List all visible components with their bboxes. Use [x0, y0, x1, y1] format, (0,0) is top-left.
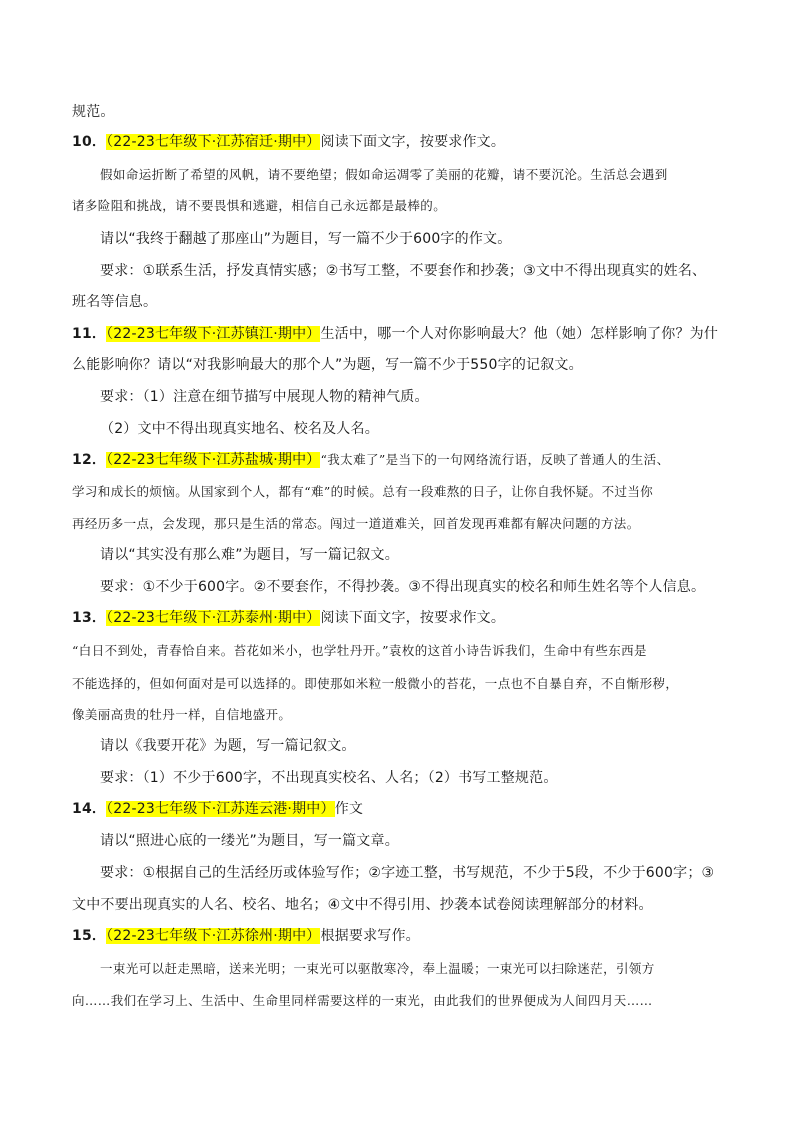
material-line: 再经历多一点，会发现，那只是生活的常态。闯过一道道难关，回首发现再难都有解决问题的方法。 — [72, 516, 640, 531]
question-15-heading — [72, 925, 420, 947]
source-tag-highlight: （22-23七年级下·江苏连云港·期中） — [106, 801, 335, 817]
material-line: “白日不到处，青春恰自来。苔花如米小，也学牡丹开。”袁枚的这首小诗告诉我们，生命中有些东西是 — [72, 643, 647, 658]
question-11-heading — [72, 323, 718, 345]
question-lead: 生活中，哪一个人对你影响最大？他（她）怎样影响了你？为什 — [320, 326, 719, 342]
requirement-line: 要求：（1）不少于600字，不出现真实校名、人名；（2）书写工整规范。 — [100, 770, 558, 786]
requirement-line: （2）文中不得出现真实地名、校名及人名。 — [100, 421, 379, 437]
requirement-line: 要求：（1）注意在细节描写中展现人物的精神气质。 — [100, 389, 429, 405]
question-number: 15． — [72, 928, 107, 944]
requirement-line: 要求：①不少于600字。②不要套作，不得抄袭。③不得出现真实的校名和师生姓名等个人信息。 — [100, 579, 706, 595]
material-line: 学习和成长的烦恼。从国家到个人，都有“难”的时候。总有一段难熬的日子，让你自我怀疑。不过当你 — [72, 484, 654, 499]
question-14-heading — [72, 798, 363, 820]
question-number: 13． — [72, 610, 107, 626]
material-line: 诸多险阻和挑战，请不要畏惧和逃避，相信自己永远都是最棒的。 — [72, 198, 447, 213]
material-line: 不能选择的，但如何面对是可以选择的。即使那如米粒一般微小的苔花，一点也不自暴自弃，不自惭形秽， — [72, 676, 679, 691]
prompt-line: 请以“我终于翻越了那座山”为题目，写一篇不少于600字的作文。 — [100, 231, 512, 247]
source-tag-highlight: （22-23七年级下·江苏徐州·期中） — [106, 928, 321, 944]
material-line: 像美丽高贵的牡丹一样，自信地盛开。 — [72, 707, 292, 722]
question-lead-continued: 么能影响你？请以“对我影响最大的那个人”为题，写一篇不少于550字的记叙文。 — [72, 357, 583, 373]
source-tag-highlight: （22-23七年级下·江苏镇江·期中） — [106, 326, 321, 342]
source-tag-highlight: （22-23七年级下·江苏泰州·期中） — [106, 610, 321, 626]
question-number: 14． — [72, 801, 107, 817]
material-line: 一束光可以赶走黑暗，送来光明；一束光可以驱散寒冷，奉上温暖；一束光可以扫除迷茫，引领方 — [100, 961, 655, 976]
question-lead: 根据要求写作。 — [320, 928, 420, 944]
question-10-heading — [72, 131, 505, 153]
question-13-heading — [72, 607, 505, 629]
requirement-line: 要求：①根据自己的生活经历或体验写作；②字迹工整，书写规范，不少于5段，不少于600字；③ — [100, 865, 715, 881]
question-lead: 阅读下面文字，按要求作文。 — [320, 134, 506, 150]
question-number: 12． — [72, 452, 107, 468]
material-line: 向……我们在学习上、生活中、生命里同样需要这样的一束光，由此我们的世界便成为人间四月天…… — [72, 993, 653, 1008]
question-number: 11． — [72, 326, 107, 342]
intro-text: 规范。 — [72, 104, 115, 120]
question-lead: 阅读下面文字，按要求作文。 — [320, 610, 506, 626]
question-number: 10． — [72, 134, 107, 150]
source-tag-highlight: （22-23七年级下·江苏盐城·期中） — [106, 452, 321, 468]
requirement-line: 要求：①联系生活，抒发真情实感；②书写工整，不要套作和抄袭；③文中不得出现真实的姓名、 — [100, 263, 707, 279]
requirement-line: 文中不要出现真实的人名、校名、地名；④文中不得引用、抄袭本试卷阅读理解部分的材料。 — [72, 897, 653, 913]
prompt-line: 请以“照进心底的一缕光”为题目，写一篇文章。 — [100, 833, 399, 849]
question-12-heading — [72, 449, 669, 471]
requirement-line: 班名等信息。 — [72, 294, 158, 310]
prompt-line: 请以“其实没有那么难”为题目，写一篇记叙文。 — [100, 547, 399, 563]
material-line: 假如命运折断了希望的风帆，请不要绝望；假如命运凋零了美丽的花瓣，请不要沉沦。生活总会遇到 — [100, 167, 668, 182]
question-lead: 作文 — [334, 801, 364, 817]
source-tag-highlight: （22-23七年级下·江苏宿迁·期中） — [106, 134, 321, 150]
prompt-line: 请以《我要开花》为题，写一篇记叙文。 — [100, 738, 356, 754]
question-lead: “我太难了”是当下的一句网络流行语，反映了普通人的生活、 — [320, 452, 670, 467]
